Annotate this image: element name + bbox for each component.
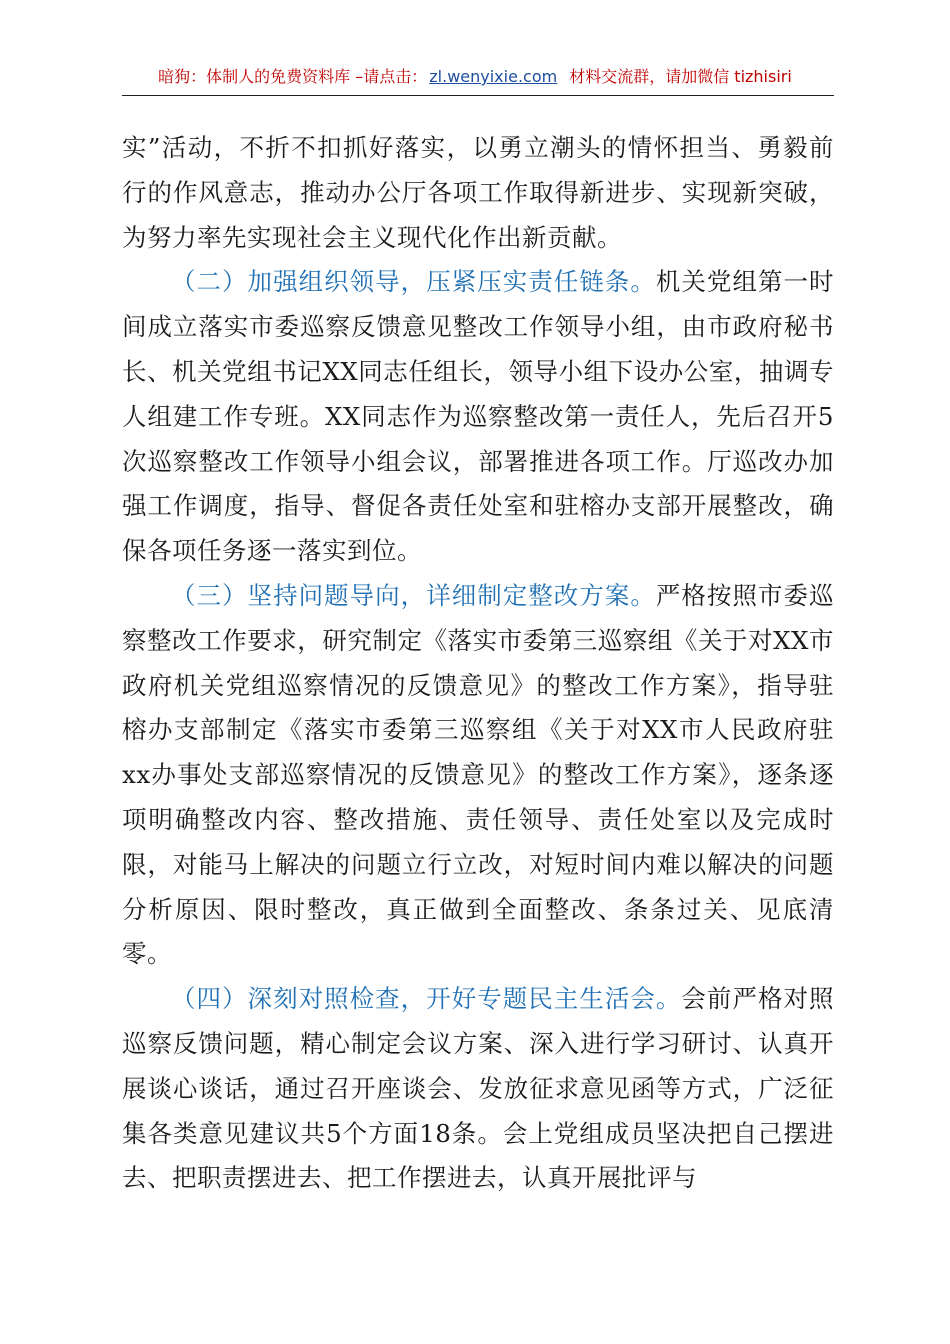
header-link[interactable]: zl.wenyixie.com	[429, 67, 558, 86]
paragraph-section-4	[122, 977, 834, 1201]
paragraph-section-3	[122, 574, 834, 977]
section-heading: （二）加强组织领导，压紧压实责任链条。	[171, 267, 656, 297]
header-brand: 暗狗：体制人的免费资料库 –请点击：	[158, 67, 428, 86]
paragraph-text: 机关党组第一时间成立落实市委巡察反馈意见整改工作领导小组，由市政府秘书长、机关党组书记XX同志任组长，领导小组下设办公室，抽调专人组建工作专班。XX同志作为巡察整改第一责任人，先后召开5次巡察整改工作领导小组会议，部署推进各项工作。厅巡改办加强工作调度，指导、督促各责任处室和驻榕办支部开展整改，确保各项任务逐一落实到位。	[122, 267, 835, 566]
header-divider	[122, 95, 834, 96]
section-heading: （四）深刻对照检查，开好专题民主生活会。	[171, 984, 682, 1014]
page-header	[0, 66, 950, 88]
paragraph-text: 会前严格对照巡察反馈问题，精心制定会议方案、深入进行学习研讨、认真开展谈心谈话，通过召开座谈会、发放征求意见函等方式，广泛征集各类意见建议共5个方面18条。会上党组成员坚决把自己摆进去、把职责摆进去、把工作摆进去，认真开展批评与	[122, 984, 835, 1193]
section-heading: （三）坚持问题导向，详细制定整改方案。	[171, 580, 656, 610]
paragraph-text: 严格按照市委巡察整改工作要求，研究制定《落实市委第三巡察组《关于对XX市政府机关党组巡察情况的反馈意见》的整改工作方案》，指导驻榕办支部制定《落实市委第三巡察组《关于对XX市人民政府驻xx办事处支部巡察情况的反馈意见》的整改工作方案》，逐条逐项明确整改内容、整改措施、责任领导、责任处室以及完成时限，对能马上解决的问题立行立改，对短时间内难以解决的问题分析原因、限时整改，真正做到全面整改、条条过关、见底清零。	[122, 580, 835, 969]
document-body	[122, 126, 834, 1201]
paragraph-section-2	[122, 260, 834, 574]
paragraph-text: 实”活动，不折不扣抓好落实，以勇立潮头的情怀担当、勇毅前行的作风意志，推动办公厅各项工作取得新进步、实现新突破，为努力率先实现社会主义现代化作出新贡献。	[122, 133, 834, 252]
paragraph-continuation	[122, 126, 834, 260]
header-contact: 材料交流群，请加微信 tizhisiri	[569, 67, 792, 86]
